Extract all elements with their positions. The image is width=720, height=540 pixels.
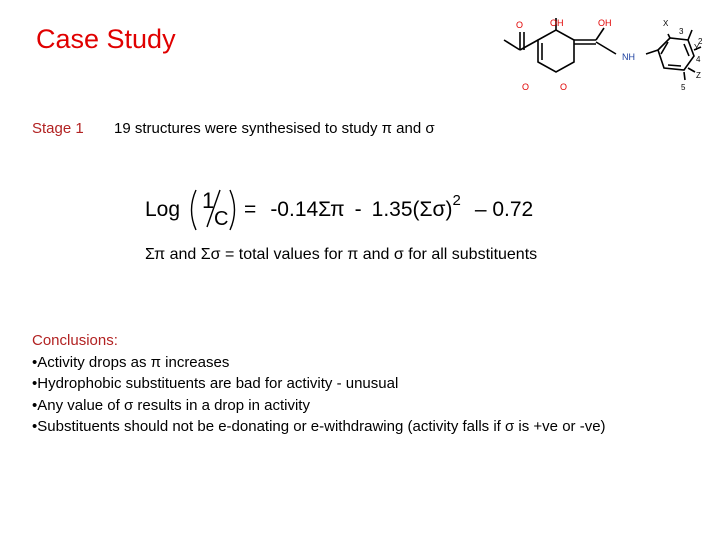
position-3-label: 3 [679, 27, 684, 36]
oxygen-atom-label: O [560, 82, 568, 92]
pi-term: -0.14Σπ [270, 198, 345, 221]
position-y-label: Y [694, 43, 700, 52]
conclusions-block [32, 330, 606, 438]
fraction-numerator: 1 [202, 188, 215, 213]
stage-description: 19 structures were synthesised to study π and σ [114, 120, 435, 137]
equals-sign: = [244, 198, 257, 221]
slide-title: Case Study [36, 24, 176, 54]
position-2-label: 2 [698, 37, 703, 46]
constant-term: – 0.72 [474, 198, 534, 221]
hydroxyl-label: OH [550, 18, 564, 28]
position-4-label: 4 [696, 55, 701, 64]
chemical-structure-diagram [498, 10, 710, 102]
stage-label: Stage 1 [32, 120, 84, 137]
position-5-label: 5 [681, 83, 686, 92]
log-label: Log [145, 198, 181, 221]
conclusion-item: •Activity drops as π increases [32, 353, 230, 371]
fraction-group [186, 186, 240, 234]
oxygen-atom-label: O [522, 82, 530, 92]
minus-sign: - [354, 198, 362, 221]
amine-label: NH [622, 52, 635, 62]
position-z-label: Z [696, 71, 701, 80]
conclusion-item: •Substituents should not be e-donating or e-withdrawing (activity falls if σ is +ve or -ve) [32, 418, 606, 435]
conclusion-item: •Hydrophobic substituents are bad for activity - unusual [32, 375, 399, 392]
fraction-denominator: C [214, 208, 229, 230]
hydroxyl-label: OH [598, 18, 612, 28]
conclusions-heading: Conclusions: [32, 332, 118, 349]
hansch-equation [145, 186, 533, 234]
substituent-definition: Σπ and Σσ = total values for π and σ for all substituents [145, 246, 538, 263]
oxygen-atom-label: O [516, 20, 524, 30]
position-x-label: X [663, 19, 669, 28]
conclusion-item: •Any value of σ results in a drop in activity [32, 396, 310, 414]
sigma-term: 1.35(Σσ) [371, 198, 453, 221]
sigma-exponent: 2 [452, 191, 461, 209]
